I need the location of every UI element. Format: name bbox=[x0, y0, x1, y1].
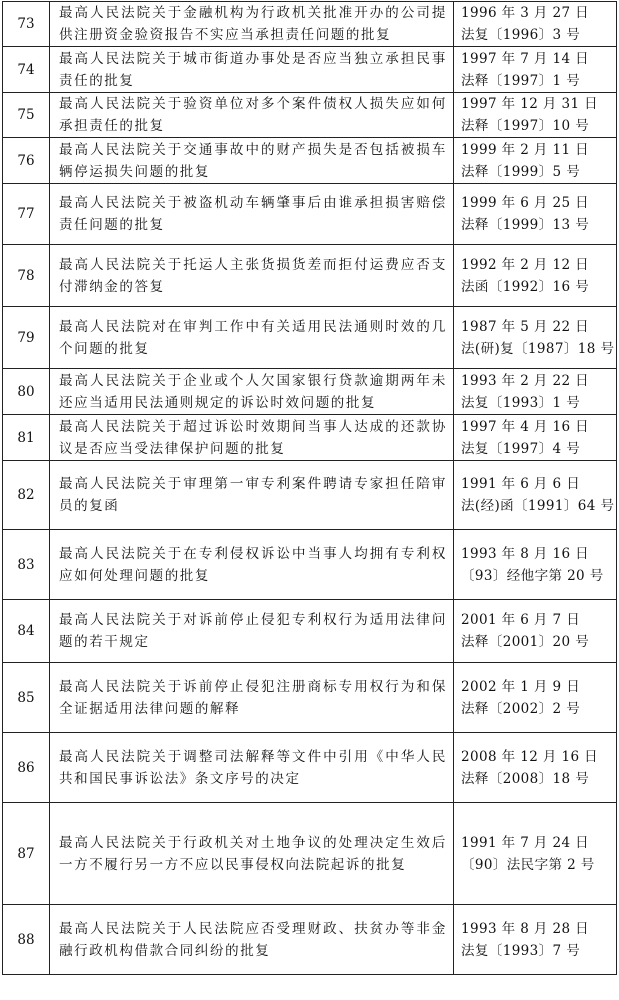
document-number: 法释〔2008〕18 号 bbox=[461, 770, 590, 787]
issue-date: 1993 年 8 月 16 日 bbox=[461, 545, 590, 562]
row-number: 79 bbox=[3, 307, 50, 369]
row-number: 88 bbox=[3, 905, 50, 975]
row-number: 77 bbox=[3, 184, 50, 245]
row-number: 74 bbox=[3, 47, 50, 93]
table-row bbox=[3, 530, 617, 600]
row-number: 76 bbox=[3, 138, 50, 184]
document-number: 法(研)复〔1987〕18 号 bbox=[461, 340, 615, 357]
document-title: 最高人民法院关于被盗机动车辆肇事后由谁承担损害赔偿责任问题的批复 bbox=[50, 184, 454, 245]
issue-date: 2002 年 1 月 9 日 bbox=[461, 678, 581, 695]
document-reference bbox=[454, 245, 617, 307]
document-number: 法释〔1999〕5 号 bbox=[461, 163, 581, 180]
document-number: 法释〔1999〕13 号 bbox=[461, 217, 590, 233]
table-row bbox=[3, 415, 617, 461]
document-title: 最高人民法院关于交通事故中的财产损失是否包括被损车辆停运损失问题的批复 bbox=[50, 138, 454, 184]
table-row bbox=[3, 663, 617, 733]
table-row bbox=[3, 905, 617, 975]
issue-date: 1991 年 6 月 6 日 bbox=[461, 476, 581, 492]
row-number: 83 bbox=[3, 530, 50, 600]
document-number: 法释〔2002〕2 号 bbox=[461, 700, 581, 717]
document-number: 法(经)函〔1991〕64 号 bbox=[461, 498, 615, 514]
document-title: 最高人民法院关于行政机关对土地争议的处理决定生效后一方不履行另一方不应以民事侵权向法院起诉的批复 bbox=[50, 803, 454, 905]
issue-date: 1992 年 2 月 12 日 bbox=[461, 256, 590, 273]
issue-date: 2001 年 6 月 7 日 bbox=[461, 612, 581, 628]
table-row bbox=[3, 369, 617, 415]
document-title: 最高人民法院关于金融机构为行政机关批准开办的公司提供注册资金验资报告不实应当承担责任问题的批复 bbox=[50, 2, 454, 47]
document-reference bbox=[454, 803, 617, 905]
document-reference bbox=[454, 369, 617, 415]
document-title: 最高人民法院关于审理第一审专利案件聘请专家担任陪审员的复函 bbox=[50, 461, 454, 530]
document-title: 最高人民法院关于托运人主张货损货差而拒付运费应否支付滞纳金的答复 bbox=[50, 245, 454, 307]
table-row bbox=[3, 245, 617, 307]
document-number: 法复〔1997〕4 号 bbox=[461, 440, 581, 457]
document-title: 最高人民法院关于调整司法解释等文件中引用《中华人民共和国民事诉讼法》条文序号的决定 bbox=[50, 733, 454, 803]
document-reference bbox=[454, 530, 617, 600]
document-number: 法释〔2001〕20 号 bbox=[461, 634, 590, 650]
issue-date: 1999 年 2 月 11 日 bbox=[461, 141, 590, 158]
row-number: 81 bbox=[3, 415, 50, 461]
table-row bbox=[3, 600, 617, 663]
row-number: 75 bbox=[3, 93, 50, 138]
issue-date: 1997 年 4 月 16 日 bbox=[461, 418, 590, 435]
row-number: 84 bbox=[3, 600, 50, 663]
table-row bbox=[3, 47, 617, 93]
document-number: 法释〔1997〕10 号 bbox=[461, 118, 590, 134]
document-reference bbox=[454, 461, 617, 530]
document-reference bbox=[454, 600, 617, 663]
document-reference bbox=[454, 93, 617, 138]
issue-date: 1993 年 2 月 22 日 bbox=[461, 372, 590, 389]
document-reference bbox=[454, 905, 617, 975]
issue-date: 1997 年 12 月 31 日 bbox=[461, 96, 599, 112]
document-reference bbox=[454, 184, 617, 245]
row-number: 86 bbox=[3, 733, 50, 803]
row-number: 73 bbox=[3, 2, 50, 47]
issue-date: 1999 年 6 月 25 日 bbox=[461, 195, 590, 211]
document-title: 最高人民法院对在审判工作中有关适用民法通则时效的几个问题的批复 bbox=[50, 307, 454, 369]
document-title: 最高人民法院关于诉前停止侵犯注册商标专用权行为和保全证据适用法律问题的解释 bbox=[50, 663, 454, 733]
document-reference bbox=[454, 733, 617, 803]
table-row bbox=[3, 307, 617, 369]
table-row bbox=[3, 803, 617, 905]
document-number: 〔93〕经他字第 20 号 bbox=[461, 567, 604, 584]
document-reference bbox=[454, 415, 617, 461]
document-number: 法函〔1992〕16 号 bbox=[461, 278, 590, 295]
issue-date: 2008 年 12 月 16 日 bbox=[461, 748, 599, 765]
document-title: 最高人民法院关于城市街道办事处是否应当独立承担民事责任的批复 bbox=[50, 47, 454, 93]
document-title: 最高人民法院关于企业或个人欠国家银行贷款逾期两年未还应当适用民法通则规定的诉讼时效问题的批复 bbox=[50, 369, 454, 415]
issue-date: 1987 年 5 月 22 日 bbox=[461, 318, 590, 335]
row-number: 85 bbox=[3, 663, 50, 733]
row-number: 87 bbox=[3, 803, 50, 905]
document-title: 最高人民法院关于对诉前停止侵犯专利权行为适用法律问题的若干规定 bbox=[50, 600, 454, 663]
row-number: 82 bbox=[3, 461, 50, 530]
regulation-table bbox=[2, 1, 617, 975]
document-number: 法复〔1993〕1 号 bbox=[461, 394, 581, 411]
row-number: 80 bbox=[3, 369, 50, 415]
document-number: 〔90〕法民字第 2 号 bbox=[461, 856, 595, 873]
document-reference bbox=[454, 2, 617, 47]
document-reference bbox=[454, 663, 617, 733]
document-title: 最高人民法院关于人民法院应否受理财政、扶贫办等非金融行政机构借款合同纠纷的批复 bbox=[50, 905, 454, 975]
document-number: 法复〔1996〕3 号 bbox=[461, 27, 581, 43]
issue-date: 1997 年 7 月 14 日 bbox=[461, 50, 590, 67]
issue-date: 1996 年 3 月 27 日 bbox=[461, 5, 590, 21]
document-number: 法释〔1997〕1 号 bbox=[461, 72, 581, 89]
document-title: 最高人民法院关于超过诉讼时效期间当事人达成的还款协议是否应当受法律保护问题的批复 bbox=[50, 415, 454, 461]
table-row bbox=[3, 733, 617, 803]
table-row bbox=[3, 138, 617, 184]
document-number: 法复〔1993〕7 号 bbox=[461, 942, 581, 959]
document-reference bbox=[454, 138, 617, 184]
document-title: 最高人民法院关于在专利侵权诉讼中当事人均拥有专利权应如何处理问题的批复 bbox=[50, 530, 454, 600]
issue-date: 1993 年 8 月 28 日 bbox=[461, 920, 590, 937]
table-row bbox=[3, 461, 617, 530]
table-row bbox=[3, 93, 617, 138]
table-row bbox=[3, 184, 617, 245]
document-title: 最高人民法院关于验资单位对多个案件债权人损失应如何承担责任的批复 bbox=[50, 93, 454, 138]
table-row bbox=[3, 2, 617, 47]
document-reference bbox=[454, 47, 617, 93]
issue-date: 1991 年 7 月 24 日 bbox=[461, 834, 590, 851]
row-number: 78 bbox=[3, 245, 50, 307]
document-reference bbox=[454, 307, 617, 369]
